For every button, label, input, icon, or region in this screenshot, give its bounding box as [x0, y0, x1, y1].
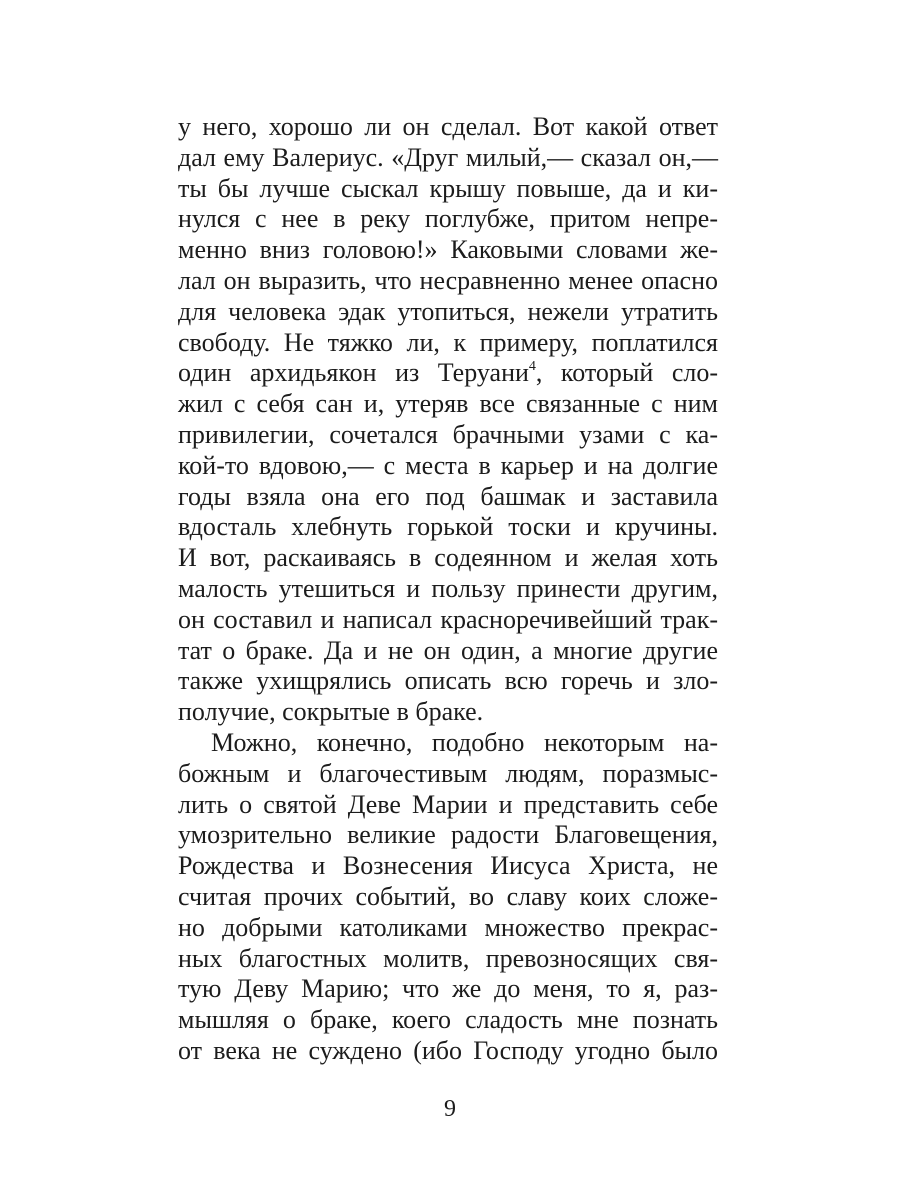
text-line: И вот, раскаиваясь в содеянном и желая хоть	[178, 543, 718, 573]
text-line: мышляя о браке, коего сладость мне познать	[178, 1005, 718, 1035]
text-line: менно вниз головою!» Каковыми словами же-	[178, 235, 718, 265]
text-line-part: один архидьякон из Теруани	[178, 358, 529, 388]
text-line: считая прочих событий, во славу коих сложе-	[178, 881, 718, 911]
text-line: малость утешиться и пользу принести другим,	[178, 573, 718, 603]
text-line: для человека эдак утопиться, нежели утратить	[178, 296, 718, 326]
text-line: лал он выразить, что несравненно менее опасно	[178, 265, 718, 295]
text-line-paragraph-end: получие, сокрытые в браке.	[178, 697, 484, 727]
text-line: также ухищрялись описать всю горечь и зло-	[178, 666, 718, 696]
text-line: но добрыми католиками множество прекрас-	[178, 912, 718, 942]
text-line: Рождества и Вознесения Иисуса Христа, не	[178, 851, 718, 881]
text-line: свободу. Не тяжко ли, к примеру, поплатился	[178, 327, 718, 357]
text-line: привилегии, сочетался брачными узами с ка-	[178, 419, 718, 449]
footnote-marker: 4	[528, 359, 536, 375]
text-line: умозрительно великие радости Благовещения,	[178, 820, 718, 850]
body-text	[178, 112, 718, 1067]
text-line: дал ему Валериус. «Друг милый,— сказал он,—	[178, 142, 718, 172]
text-line: жил с себя сан и, утеряв все связанные с ним	[178, 389, 718, 419]
text-line: у него, хорошо ли он сделал. Вот какой ответ	[178, 112, 718, 141]
text-line: вдосталь хлебнуть горькой тоски и кручины.	[178, 512, 718, 542]
text-line: кой-то вдовою,— с места в карьер и на долгие	[178, 450, 718, 480]
text-line: тую Деву Марию; что же до меня, то я, раз-	[178, 974, 718, 1004]
text-line: от века не суждено (ибо Господу угодно было	[178, 1035, 718, 1065]
text-line: тат о браке. Да и не он один, а многие другие	[178, 635, 718, 665]
text-line: нулся с нее в реку поглубже, притом непре-	[178, 204, 718, 234]
text-line: божным и благочестивым людям, поразмыс-	[178, 758, 718, 788]
text-line: годы взяла она его под башмак и заставила	[178, 481, 718, 511]
page-number: 9	[444, 1096, 456, 1122]
text-line: ных благостных молитв, превозносящих свя-	[178, 943, 718, 973]
text-line-with-footnote	[178, 358, 718, 389]
text-line-paragraph-start: Можно, конечно, подобно некоторым на-	[211, 727, 718, 757]
text-line: ты бы лучше сыскал крышу повыше, да и ки-	[178, 173, 718, 203]
text-line: лить о святой Деве Марии и представить себе	[178, 789, 718, 819]
text-line-part: , который сло-	[535, 358, 718, 388]
text-line: он составил и написал красноречивейший трак-	[178, 604, 718, 634]
